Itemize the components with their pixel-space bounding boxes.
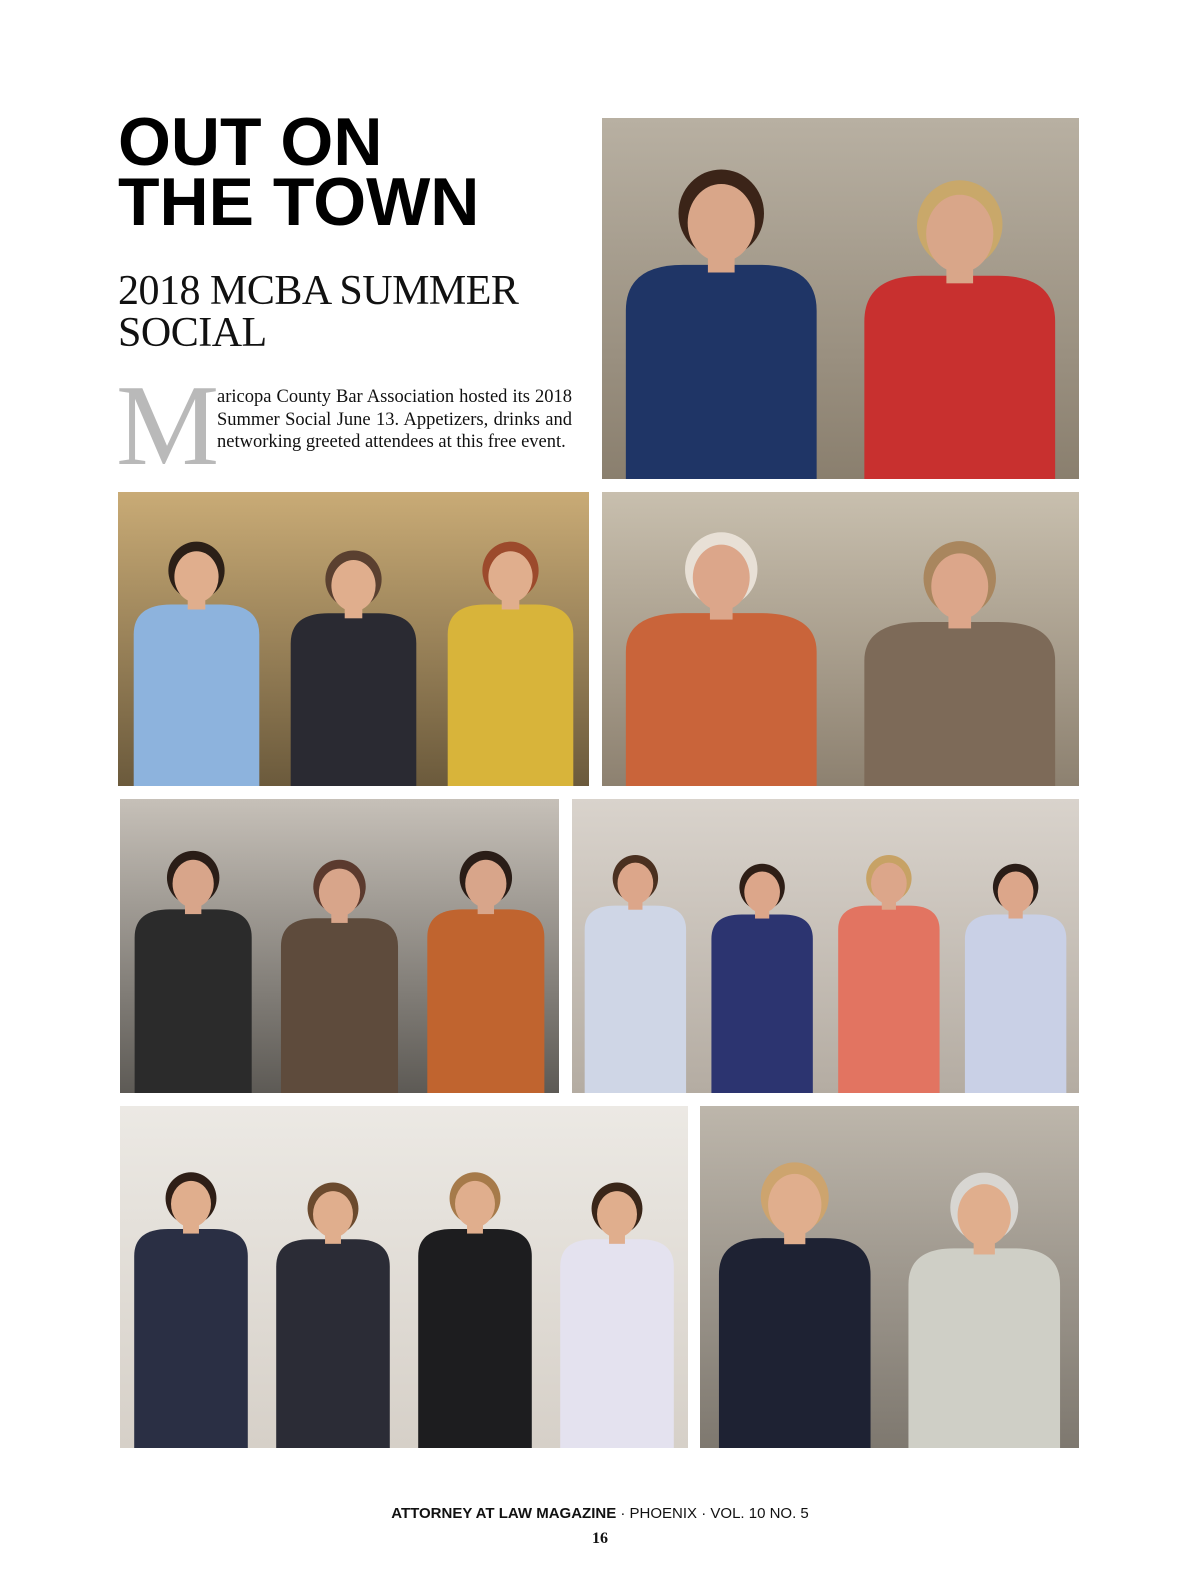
issue-details: · PHOENIX · VOL. 10 NO. 5 [616,1505,809,1522]
person-face [931,553,988,619]
person-face [688,184,755,262]
magazine-name: ATTORNEY AT LAW MAGAZINE [391,1505,617,1522]
person-body [626,265,817,479]
event-photo [602,118,1079,479]
person-face [958,1184,1011,1246]
person-body [908,1248,1060,1448]
person-face [597,1191,637,1237]
person-face [171,1181,211,1227]
drop-cap: M [116,362,220,490]
person-face [313,1191,353,1237]
photo-illustration [602,492,1079,786]
event-photo [120,1106,688,1448]
person-body [585,906,686,1093]
person-body [864,276,1055,479]
person-body [427,909,544,1093]
magazine-footer [0,1505,1200,1522]
person-body [281,918,398,1093]
person-face [488,551,532,602]
article-subhead [118,270,578,354]
intro-paragraph: aricopa County Bar Association hosted its 2018 Summer Social June 13. Appetizers, drinks and networking greeted attendees at this free event. [217,387,572,452]
person-body [134,604,260,786]
photo-illustration [120,1106,688,1448]
person-face [744,871,780,912]
person-body [626,613,817,786]
person-face [174,551,218,602]
photo-illustration [118,492,589,786]
article-headline [118,104,578,240]
person-face [618,863,654,904]
person-face [465,860,506,908]
photo-illustration [602,118,1079,479]
person-body [448,604,574,786]
event-photo [602,492,1079,786]
person-face [693,545,750,611]
subhead-line-2: SOCIAL [118,310,267,356]
event-photo [120,799,559,1093]
photo-illustration [572,799,1079,1093]
event-photo [572,799,1079,1093]
person-face [768,1174,821,1236]
person-face [926,195,993,273]
person-body [560,1239,674,1448]
person-body [134,1229,248,1448]
subhead-line-1: 2018 MCBA SUMMER [118,268,519,314]
event-photo [700,1106,1079,1448]
person-face [173,860,214,908]
person-body [418,1229,532,1448]
person-body [719,1238,871,1448]
photo-illustration [120,799,559,1093]
person-body [276,1239,390,1448]
person-face [331,560,375,611]
headline-line-2: THE TOWN [118,164,480,240]
person-body [864,622,1055,786]
headline-line-1: OUT ON [118,104,383,180]
person-body [965,914,1066,1093]
person-face [871,863,907,904]
person-body [135,909,252,1093]
photo-illustration [700,1106,1079,1448]
person-face [998,871,1034,912]
person-body [291,613,417,786]
event-photo [118,492,589,786]
page-number: 16 [592,1530,608,1547]
person-body [838,906,939,1093]
person-body [711,914,812,1093]
person-face [319,869,360,917]
person-face [455,1181,495,1227]
